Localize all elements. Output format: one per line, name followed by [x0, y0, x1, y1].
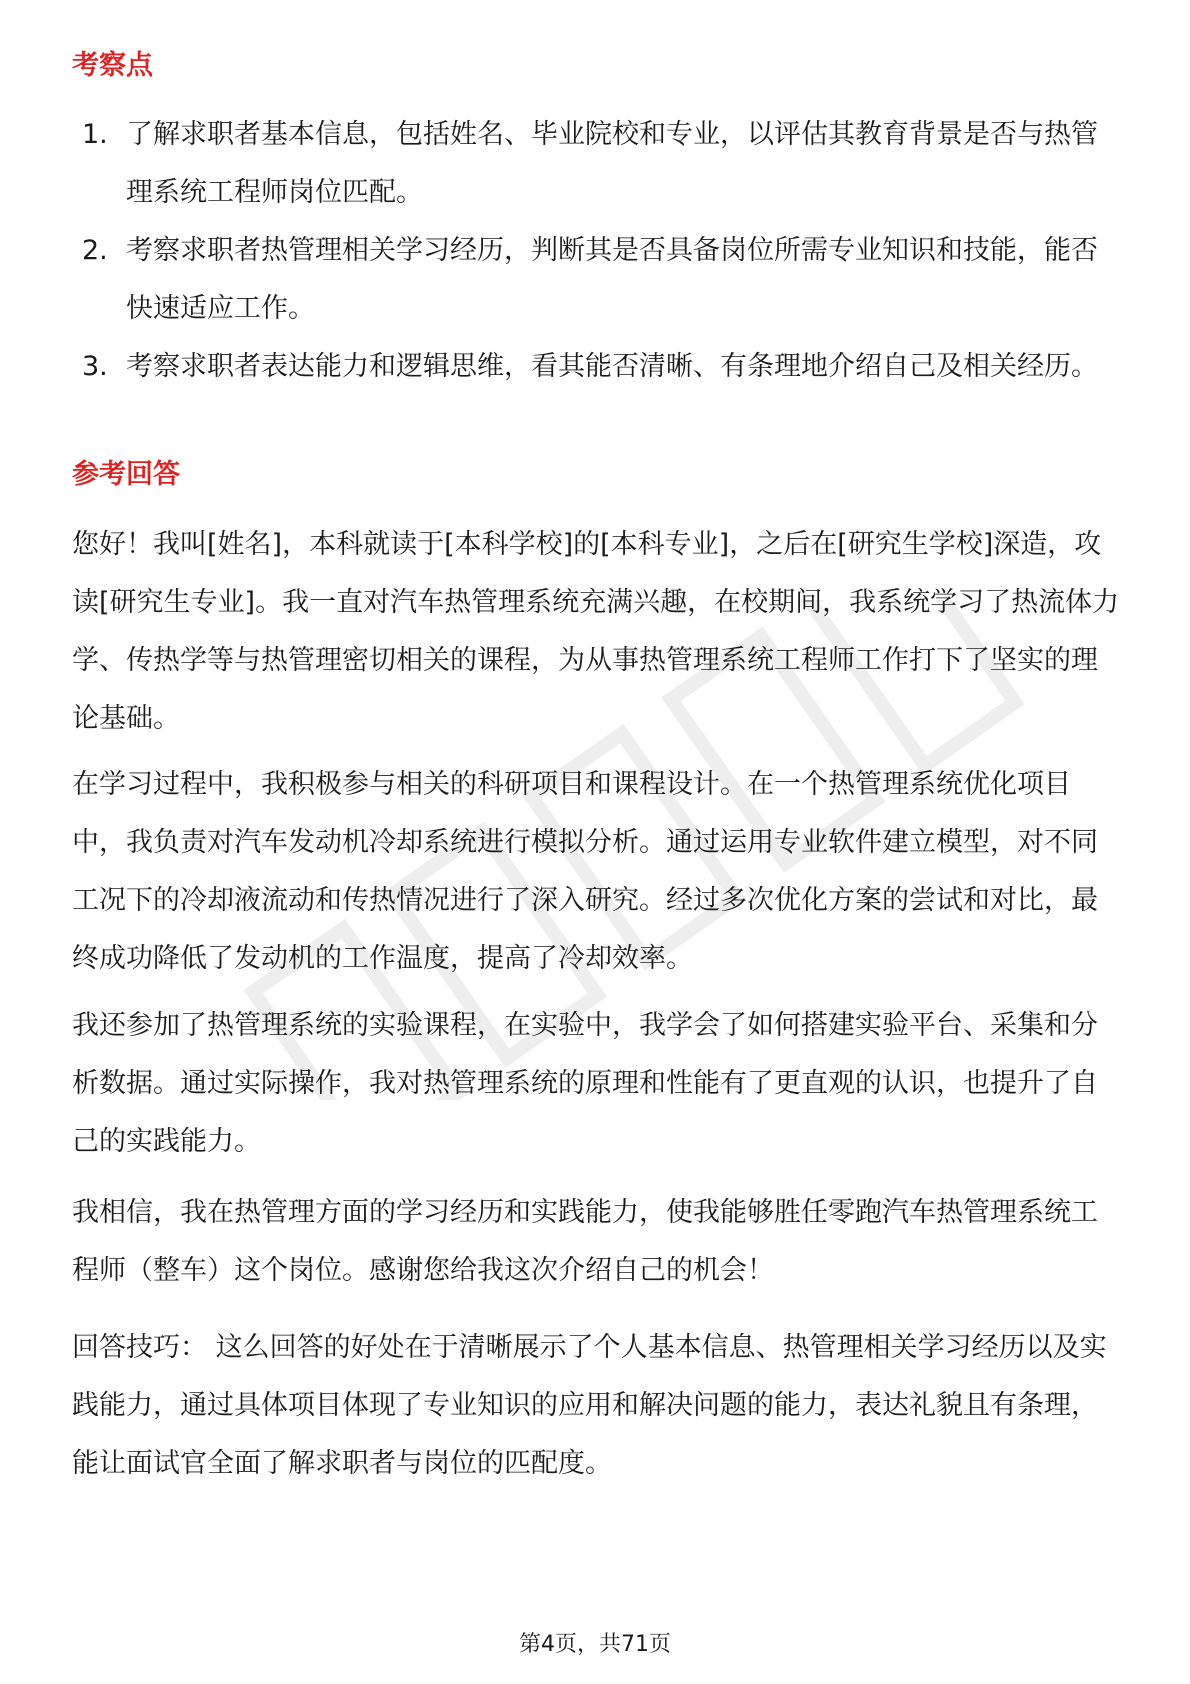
list-item [82, 222, 1122, 338]
answer-paragraph-intro: 您好！我叫[姓名]，本科就读于[本科学校]的[本科专业]，之后在[研究生学校]深造，攻读[研究生专业]。我一直对汽车热管理系统充满兴趣，在校期间，我系统学习了热流体力学、传热学等与热管理密切相关的课程，为从事热管理系统工程师工作打下了坚实的理论基础。 [72, 529, 1120, 734]
list-item-text: 了解求职者基本信息，包括姓名、毕业院校和专业，以评估其教育背景是否与热管理系统工程师岗位匹配。 [126, 119, 1098, 208]
exam-points-title: 考察点 [72, 50, 153, 81]
list-item-number: 3. [82, 351, 108, 382]
list-item-number: 2. [82, 235, 108, 266]
reference-answer-title: 参考回答 [72, 459, 180, 490]
page-number: 第4页，共71页 [519, 1632, 671, 1657]
answer-paragraph-project: 在学习过程中，我积极参与相关的科研项目和课程设计。在一个热管理系统优化项目中，我负责对汽车发动机冷却系统进行模拟分析。通过运用专业软件建立模型，对不同工况下的冷却液流动和传热情况进行了深入研究。经过多次优化方案的尝试和对比，最终成功降低了发动机的工作温度，提高了冷却效率。 [72, 769, 1098, 974]
answer-paragraph-lab: 我还参加了热管理系统的实验课程，在实验中，我学会了如何搭建实验平台、采集和分析数据。通过实际操作，我对热管理系统的原理和性能有了更直观的认识，也提升了自己的实践能力。 [72, 1010, 1098, 1157]
list-item [82, 338, 1122, 396]
answer-paragraph-conclusion: 我相信，我在热管理方面的学习经历和实践能力，使我能够胜任零跑汽车热管理系统工程师（整车）这个岗位。感谢您给我这次介绍自己的机会！ [72, 1197, 1098, 1286]
list-item [82, 106, 1122, 222]
exam-points-list [82, 106, 1122, 396]
list-item-text: 考察求职者表达能力和逻辑思维，看其能否清晰、有条理地介绍自己及相关经历。 [126, 351, 1098, 382]
list-item-text: 考察求职者热管理相关学习经历，判断其是否具备岗位所需专业知识和技能，能否快速适应工作。 [126, 235, 1098, 324]
list-item-number: 1. [82, 119, 108, 150]
answer-tips: 回答技巧： 这么回答的好处在于清晰展示了个人基本信息、热管理相关学习经历以及实践能力，通过具体项目体现了专业知识的应用和解决问题的能力，表达礼貌且有条理，能让面试官全面了解求职者与岗位的匹配度。 [72, 1332, 1107, 1479]
